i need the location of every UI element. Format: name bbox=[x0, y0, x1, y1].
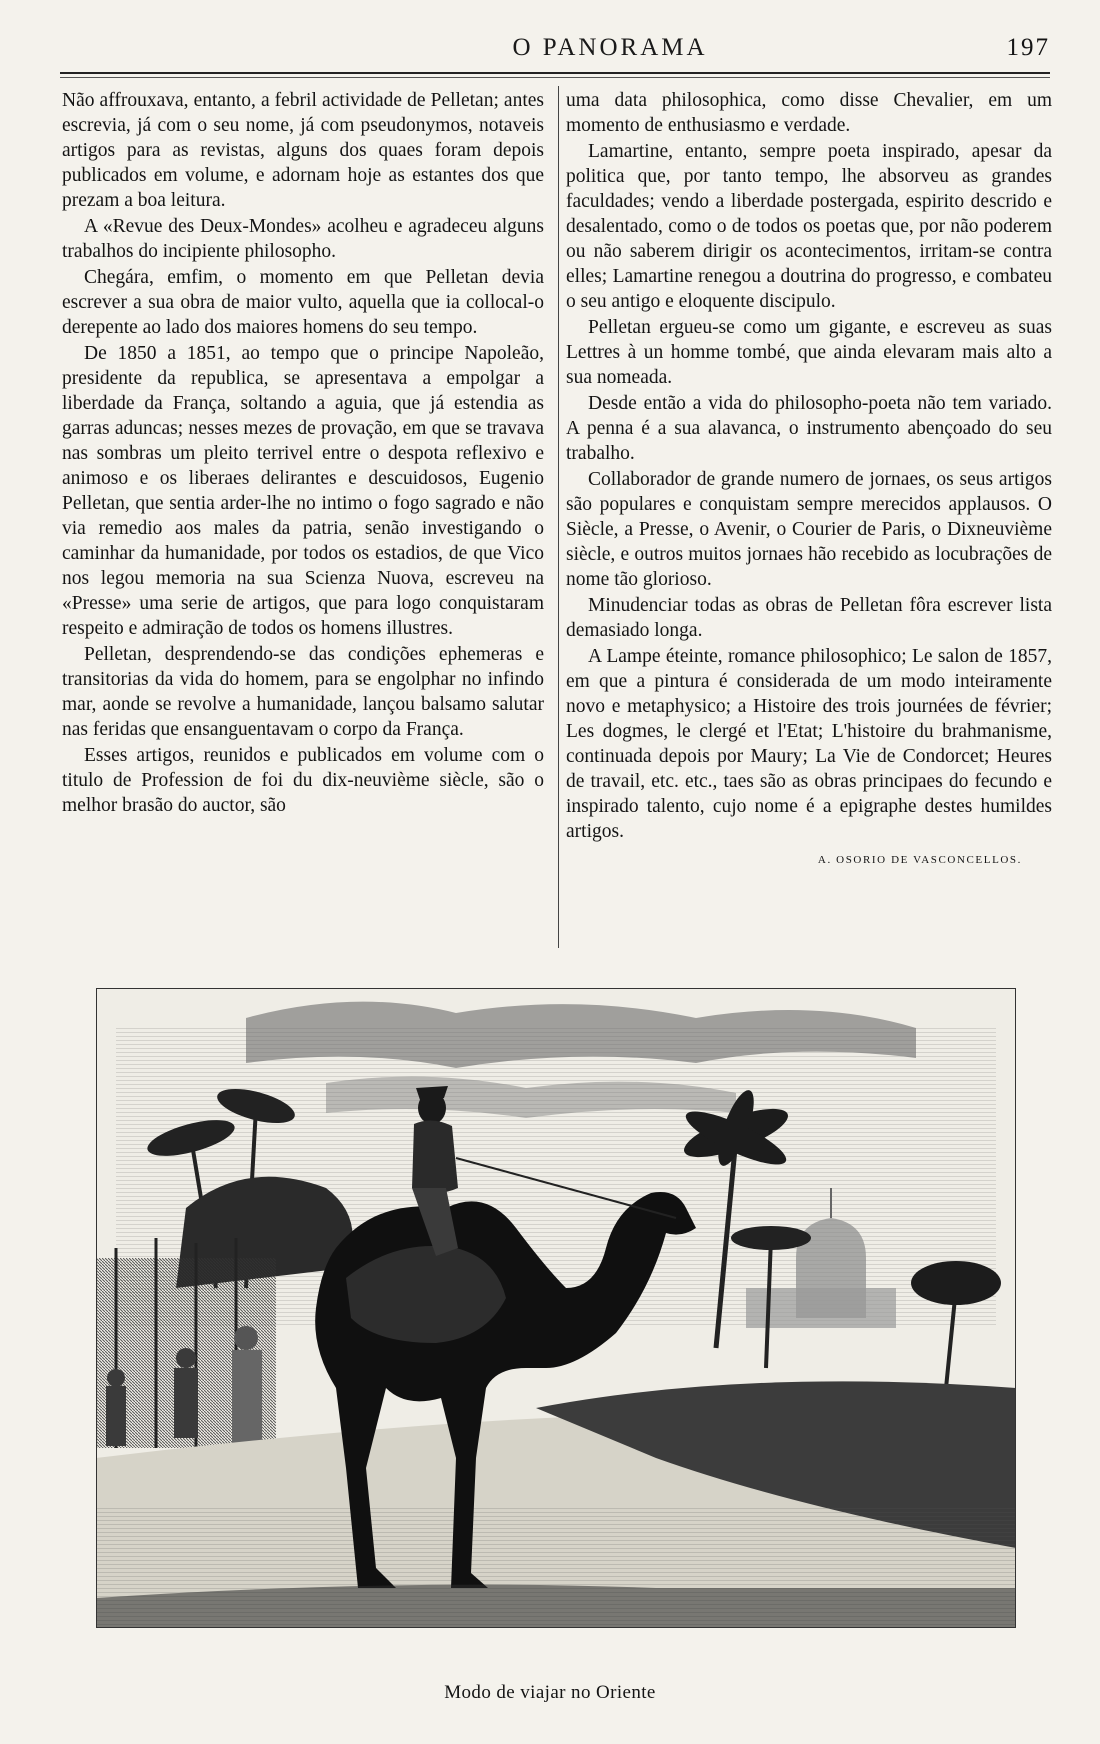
paragraph: Pelletan ergueu-se como um gigante, e escreveu as suas Lettres à un homme tombé, que ainda elevaram mais alto a sua nomeada. bbox=[566, 317, 1052, 388]
column-divider bbox=[558, 86, 559, 948]
paragraph: Collaborador de grande numero de jornaes, os seus artigos são populares e conquistam sempre merecidos applausos. O Siècle, a Presse, o Avenir, o Courier de Paris, o Dixneuvième siècle, e outros muitos jornaes hão recebido as locubrações de nome tão glorioso. bbox=[566, 469, 1052, 590]
header-rule-thin bbox=[60, 77, 1050, 78]
paragraph: Desde então a vida do philosopho-poeta não tem variado. A penna é a sua alavanca, o instrumento abençoado do seu trabalho. bbox=[566, 393, 1052, 464]
paragraph: Pelletan, desprendendo-se das condições ephemeras e transitorias da vida do homem, para se engolphar no infindo mar, aonde se revolve a humanidade, lançou balsamo salutar nas feridas que ensanguentavam o corpo da França. bbox=[62, 644, 544, 740]
paragraph: Lamartine, entanto, sempre poeta inspirado, apesar da politica que, por tanto tempo, lhe absorveu as grandes faculdades; vendo a liberdade postergada, espirito descrido e desalentado, como o de todos os poetas que, por não poderem ou não saberem dirigir os acontecimentos, irritam-se contra elles; Lamartine renegou a doutrina do progresso, e combateu o seu antigo e eloquente discipulo. bbox=[566, 141, 1052, 312]
paragraph: Chegára, emfim, o momento em que Pelletan devia escrever a sua obra de maior vulto, aquella que ia collocal-o derepente ao lado dos maiores homens do seu tempo. bbox=[62, 267, 544, 338]
paragraph: A Lampe éteinte, romance philosophico; Le salon de 1857, em que a pintura é considerada de um modo inteiramente novo e metaphysico; a Histoire des trois journées de février; Les dogmes, le clergé et l'Etat; L'histoire du brahmanisme, continuada depois por Maury; La Vie de Condorcet; Heures de travail, etc. etc., taes são as obras principaes do fecundo e inspirado talento, cujo nome é a epigraphe destes humildes artigos. bbox=[566, 646, 1052, 842]
header-rule bbox=[60, 72, 1050, 74]
publication-title: O PANORAMA bbox=[512, 34, 708, 61]
camel-rider-engraving bbox=[96, 988, 1016, 1628]
author-signature: A. OSORIO DE VASCONCELLOS. bbox=[817, 854, 1022, 866]
page-number: 197 bbox=[1006, 34, 1050, 61]
paragraph: De 1850 a 1851, ao tempo que o principe Napoleão, presidente da republica, se apresentava a empolgar a liberdade da França, soltando a aguia, que já estendia as garras aduncas; nesses mezes de provação, em que se travava nas sombras um pleito terrivel entre o despota reflexivo e animoso e os liberaes delirantes e descuidosos, Eugenio Pelletan, que sentia arder-lhe no intimo o fogo sagrado e não via remedio aos males da patria, senão investigando o caminhar da humanidade, por todos os estadios, de que Vico nos legou memoria na sua Scienza Nuova, escreveu na «Presse» uma serie de artigos, que para logo conquistaram respeito e admiração de todos os homens illustres. bbox=[62, 343, 544, 639]
paragraph: Esses artigos, reunidos e publicados em volume com o titulo de Profession de foi du dix-neuvième siècle, são o melhor brasão do auctor, são bbox=[62, 745, 544, 816]
paragraph: Não affrouxava, entanto, a febril actividade de Pelletan; antes escrevia, já com o seu nome, já com pseudonymos, notaveis artigos para as revistas, alguns dos quaes foram depois publicados em volume, e adornam hoje as estantes dos que prezam a boa leitura. bbox=[62, 90, 544, 211]
paragraph: Minudenciar todas as obras de Pelletan fôra escrever lista demasiado longa. bbox=[566, 595, 1052, 641]
paragraph: uma data philosophica, como disse Chevalier, em um momento de enthusiasmo e verdade. bbox=[566, 90, 1052, 136]
article-column-right bbox=[566, 88, 1052, 873]
running-head bbox=[60, 34, 1050, 74]
illustration-caption: Modo de viajar no Oriente bbox=[444, 1682, 656, 1703]
article-column-left bbox=[62, 88, 544, 819]
paragraph: A «Revue des Deux-Mondes» acolheu e agradeceu alguns trabalhos do incipiente philosopho. bbox=[62, 216, 544, 262]
